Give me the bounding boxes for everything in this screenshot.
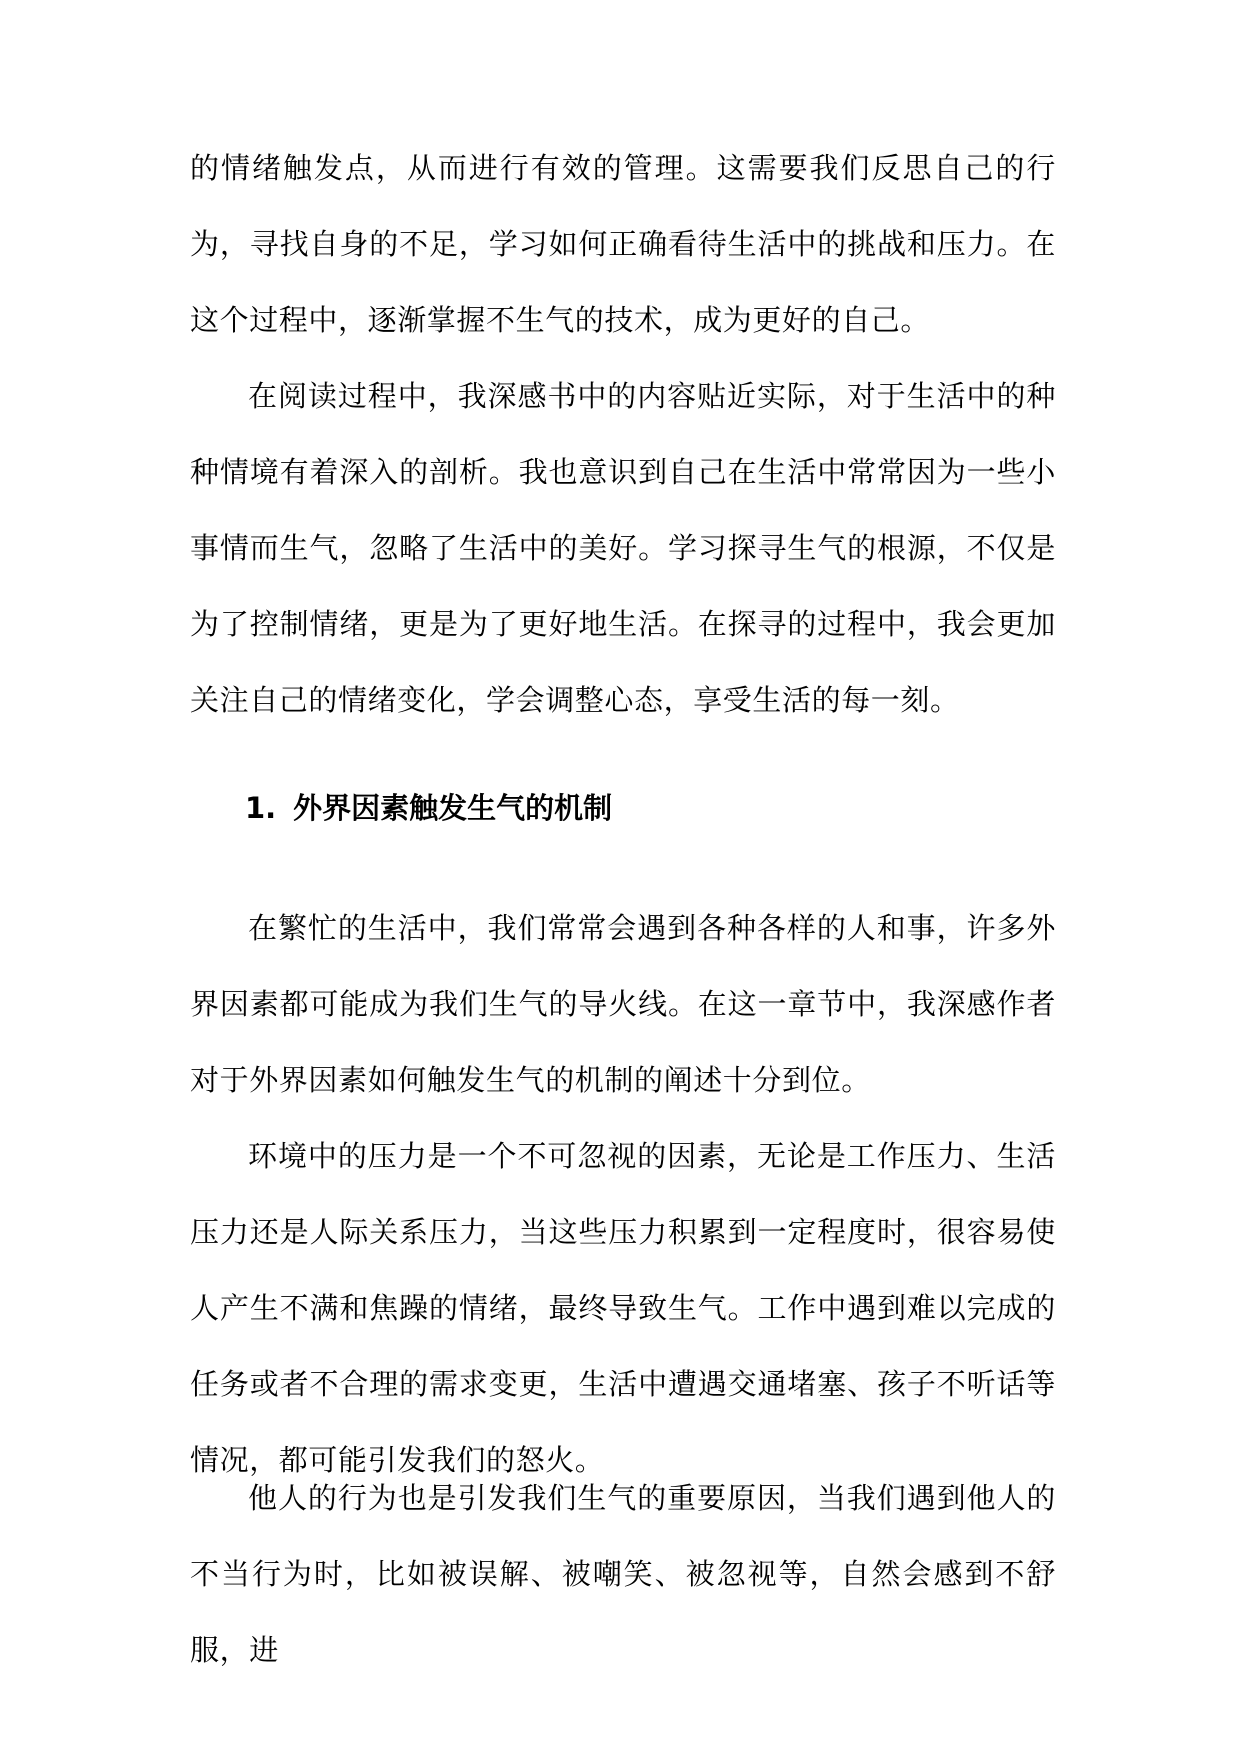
paragraph-text: 他人的行为也是引发我们生气的重要原因，当我们遇到他人的不当行为时，比如被误解、被嘲笑、被忽视等，自然会感到不舒服，进 (190, 1481, 1056, 1667)
paragraph-text: 在阅读过程中，我深感书中的内容贴近实际，对于生活中的种种情境有着深入的剖析。我也意识到自己在生活中常常因为一些小事情而生气，忽略了生活中的美好。学习探寻生气的根源，不仅是为了控制情绪，更是为了更好地生活。在探寻的过程中，我会更加关注自己的情绪变化，学会调整心态，享受生活的每一刻。 (190, 379, 1056, 717)
paragraph-continuation (190, 130, 1056, 358)
section-number: 1. (245, 791, 277, 825)
paragraph-text: 环境中的压力是一个不可忽视的因素，无论是工作压力、生活压力还是人际关系压力，当这些压力积累到一定程度时，很容易使人产生不满和焦躁的情绪，最终导致生气。工作中遇到难以完成的任务或者不合理的需求变更，生活中遭遇交通堵塞、孩子不听话等情况，都可能引发我们的怒火。 (190, 1139, 1056, 1477)
paragraph-environmental-pressure (190, 1118, 1056, 1498)
section-heading (245, 770, 1045, 846)
paragraph-reading-reflection (190, 358, 1056, 738)
paragraph-external-factors (190, 890, 1056, 1118)
paragraph-text: 的情绪触发点，从而进行有效的管理。这需要我们反思自己的行为，寻找自身的不足，学习如何正确看待生活中的挑战和压力。在这个过程中，逐渐掌握不生气的技术，成为更好的自己。 (190, 151, 1056, 337)
section-title: 外界因素触发生气的机制 (293, 791, 613, 825)
paragraph-text: 在繁忙的生活中，我们常常会遇到各种各样的人和事，许多外界因素都可能成为我们生气的导火线。在这一章节中，我深感作者对于外界因素如何触发生气的机制的阐述十分到位。 (190, 911, 1056, 1097)
paragraph-others-behavior (190, 1460, 1056, 1688)
